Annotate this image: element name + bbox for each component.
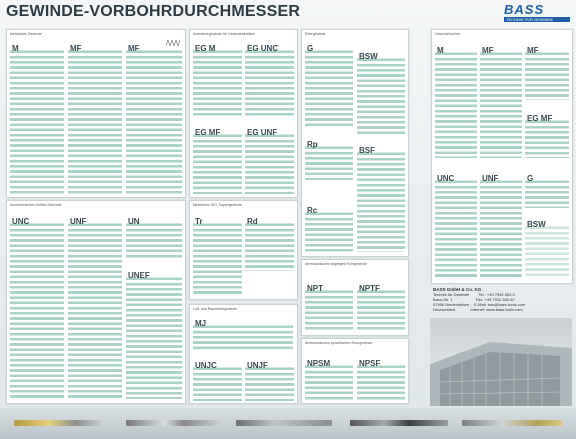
thread-table	[10, 211, 64, 399]
thread-type: G	[527, 174, 534, 183]
thread-table	[193, 38, 242, 116]
thread-table	[435, 168, 477, 278]
thread-type: MF	[482, 46, 494, 55]
panel-title: Metrisches ISO-Trapezgewinde	[193, 203, 242, 207]
thread-table	[525, 40, 569, 100]
table-rows	[68, 221, 122, 399]
company-line: Technik für Gewinde	[433, 292, 470, 297]
panel-npsm	[301, 338, 409, 404]
thread-table	[126, 211, 182, 259]
brand-tagline: TECHNIK FÜR GEWINDE	[504, 17, 570, 22]
thread-table	[305, 134, 353, 180]
thread-table	[193, 355, 242, 401]
thread-type: Tr	[195, 217, 203, 226]
thread-type: NPSF	[359, 359, 381, 368]
panel-tr-rd	[189, 200, 298, 300]
table-rows	[357, 288, 405, 332]
thread-type: UNEF	[128, 271, 150, 280]
thread-type: G	[307, 44, 314, 53]
thread-type: UNC	[12, 217, 30, 226]
thread-type: UN	[128, 217, 140, 226]
building-graphic	[430, 318, 572, 406]
table-rows	[305, 288, 353, 332]
thread-table	[480, 168, 522, 278]
tool-strip	[0, 408, 576, 439]
table-rows	[193, 48, 242, 116]
page-title: GEWINDE-VORBOHRDURCHMESSER	[6, 3, 301, 20]
table-rows	[357, 56, 405, 136]
thread-table	[305, 353, 353, 401]
thread-table	[525, 168, 569, 208]
thread-table	[435, 40, 477, 158]
thread-type: NPSM	[307, 359, 331, 368]
table-rows	[193, 365, 242, 401]
thread-type: Rc	[307, 206, 318, 215]
table-rows	[525, 224, 569, 278]
thread-table	[68, 38, 122, 194]
thread-type: UNJF	[247, 361, 268, 370]
tap-tool-gold	[14, 420, 102, 426]
table-rows	[126, 48, 182, 194]
thread-type: NPT	[307, 284, 323, 293]
table-rows	[245, 221, 294, 271]
table-rows	[245, 48, 294, 116]
thread-table	[305, 38, 353, 126]
table-rows	[525, 50, 569, 100]
thread-type: BSF	[359, 146, 375, 155]
table-rows	[525, 118, 569, 158]
thread-type: MF	[70, 44, 82, 53]
table-rows	[245, 132, 294, 194]
thread-table	[305, 200, 353, 252]
thread-type: UNF	[70, 217, 87, 226]
thread-table	[245, 122, 294, 194]
table-rows	[480, 50, 522, 158]
thread-table	[357, 46, 405, 136]
table-rows	[193, 132, 242, 194]
panel-title: Amerikanisches Unified-Gewinde	[10, 203, 62, 207]
table-rows	[305, 210, 353, 252]
thread-type: UNF	[482, 174, 499, 183]
panel-metric-right	[431, 29, 573, 284]
panel-npt	[301, 259, 409, 336]
thread-type: M	[12, 44, 19, 53]
company-web: Internet: www.bass-tools.com	[470, 307, 523, 312]
thread-table	[68, 211, 122, 399]
table-rows	[10, 221, 64, 399]
tap-tool-dark	[350, 420, 448, 426]
thread-type: EG MF	[527, 114, 553, 123]
table-rows	[68, 48, 122, 194]
company-name: BASS GmbH & Co. KG	[433, 287, 482, 292]
tap-tool-silver	[126, 420, 222, 426]
company-line: Deutschland	[433, 307, 456, 312]
thread-type: Rd	[247, 217, 258, 226]
thread-type: EG MF	[195, 128, 221, 137]
thread-type: UNJC	[195, 361, 217, 370]
table-rows	[305, 363, 353, 401]
thread-type: BSW	[359, 52, 378, 61]
thread-type: MJ	[195, 319, 207, 328]
table-rows	[357, 150, 405, 252]
thread-table	[193, 211, 242, 295]
thread-table	[126, 265, 182, 399]
table-rows	[435, 50, 477, 158]
table-rows	[245, 365, 294, 401]
thread-table	[126, 38, 182, 194]
panel-title: Metrisches Gewinde	[10, 32, 42, 36]
panel-unified	[6, 200, 186, 404]
table-rows	[126, 275, 182, 399]
thread-type: MF	[527, 46, 539, 55]
thread-type: M	[437, 46, 444, 55]
tap-tool-tin	[462, 420, 562, 426]
brand-name: BASS	[504, 2, 545, 17]
company-tel: Tel.: +49 7932 892-0	[478, 292, 515, 297]
panel-title: Luft- und Raumfahrtgewinde	[193, 307, 238, 311]
thread-table	[357, 140, 405, 252]
company-mail: E-Mail: info@bass-tools.com	[474, 302, 526, 307]
thread-table	[480, 40, 522, 158]
thread-type: Rp	[307, 140, 318, 149]
table-rows	[126, 221, 182, 259]
thread-table	[245, 355, 294, 401]
table-rows	[305, 48, 353, 126]
thread-table	[193, 313, 293, 349]
thread-type: EG UNF	[247, 128, 278, 137]
table-rows	[10, 48, 64, 194]
thread-table	[357, 278, 405, 332]
thread-profile-icon	[166, 40, 180, 46]
company-info	[433, 287, 525, 312]
thread-table	[305, 278, 353, 332]
thread-type: BSW	[527, 220, 546, 229]
building-photo	[430, 318, 572, 406]
thread-type: EG M	[195, 44, 216, 53]
thread-table	[245, 211, 294, 271]
tap-tool-steel	[236, 420, 332, 426]
thread-type: NPTF	[359, 284, 380, 293]
table-rows	[480, 178, 522, 278]
thread-type: EG UNC	[247, 44, 279, 53]
thread-table	[10, 38, 64, 194]
panel-mj	[189, 304, 298, 404]
panel-title: Aufnahmegewinde für Gewindeeinsätze	[193, 32, 255, 36]
company-line: 97996 Niederstetten	[433, 302, 470, 307]
panel-title: Rohrgewinde	[305, 32, 326, 36]
panel-metric	[6, 29, 186, 198]
table-rows	[357, 363, 405, 401]
thread-table	[193, 122, 242, 194]
thread-table	[525, 108, 569, 158]
thread-table	[525, 214, 569, 278]
thread-table	[245, 38, 294, 116]
bass-logo	[504, 3, 570, 23]
table-rows	[193, 221, 242, 295]
company-line: Bass-Str. 1	[433, 297, 453, 302]
thread-table	[357, 353, 405, 401]
company-fax: Fax: +49 7932 892-87	[475, 297, 515, 302]
thread-type: MF	[128, 44, 140, 53]
panel-title: Amerikanisches kegeliges Rohrgewinde	[305, 262, 368, 266]
thread-type: UNC	[437, 174, 455, 183]
table-rows	[435, 178, 477, 278]
panel-pipe	[301, 29, 409, 257]
table-rows	[193, 323, 293, 349]
panel-title: Gewindefurchen	[435, 32, 461, 36]
panel-eg	[189, 29, 298, 198]
table-rows	[305, 144, 353, 180]
panel-title: Amerikanisches zylindrisches Rohrgewinde	[305, 341, 373, 345]
